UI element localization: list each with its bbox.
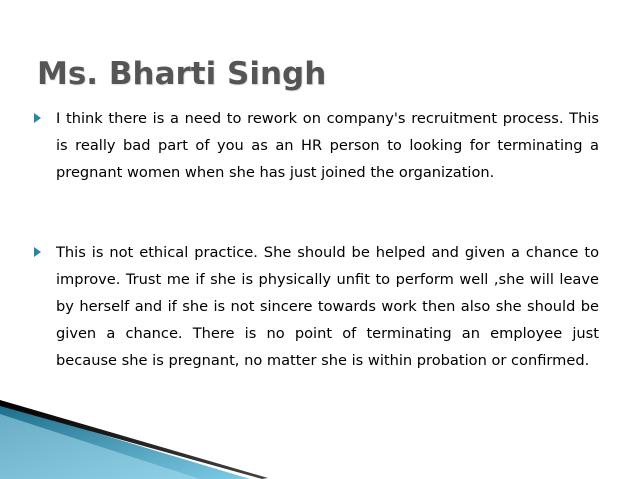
bullet-text: I think there is a need to rework on company's recruitment process. This is really bad part of you as an HR person to looking for terminating a pregnant women when she has just joined the organization.: [56, 110, 599, 181]
bullet-item: [34, 239, 599, 374]
triangle-right-icon: [34, 113, 41, 123]
bullet-item: [34, 105, 599, 186]
corner-wedge-light: [0, 414, 200, 479]
triangle-right-icon: [34, 247, 41, 257]
bullet-text: This is not ethical practice. She should be helped and given a chance to improve. Trust me if she is physically unfit to perform well ,she will leave by herself and if she is not sincere towards work then also she should be given a chance. There is no point of terminating an employee just because she is pregnant, no matter she is within probation or confirmed.: [56, 244, 599, 369]
slide-title: Ms. Bharti Singh: [37, 56, 327, 92]
